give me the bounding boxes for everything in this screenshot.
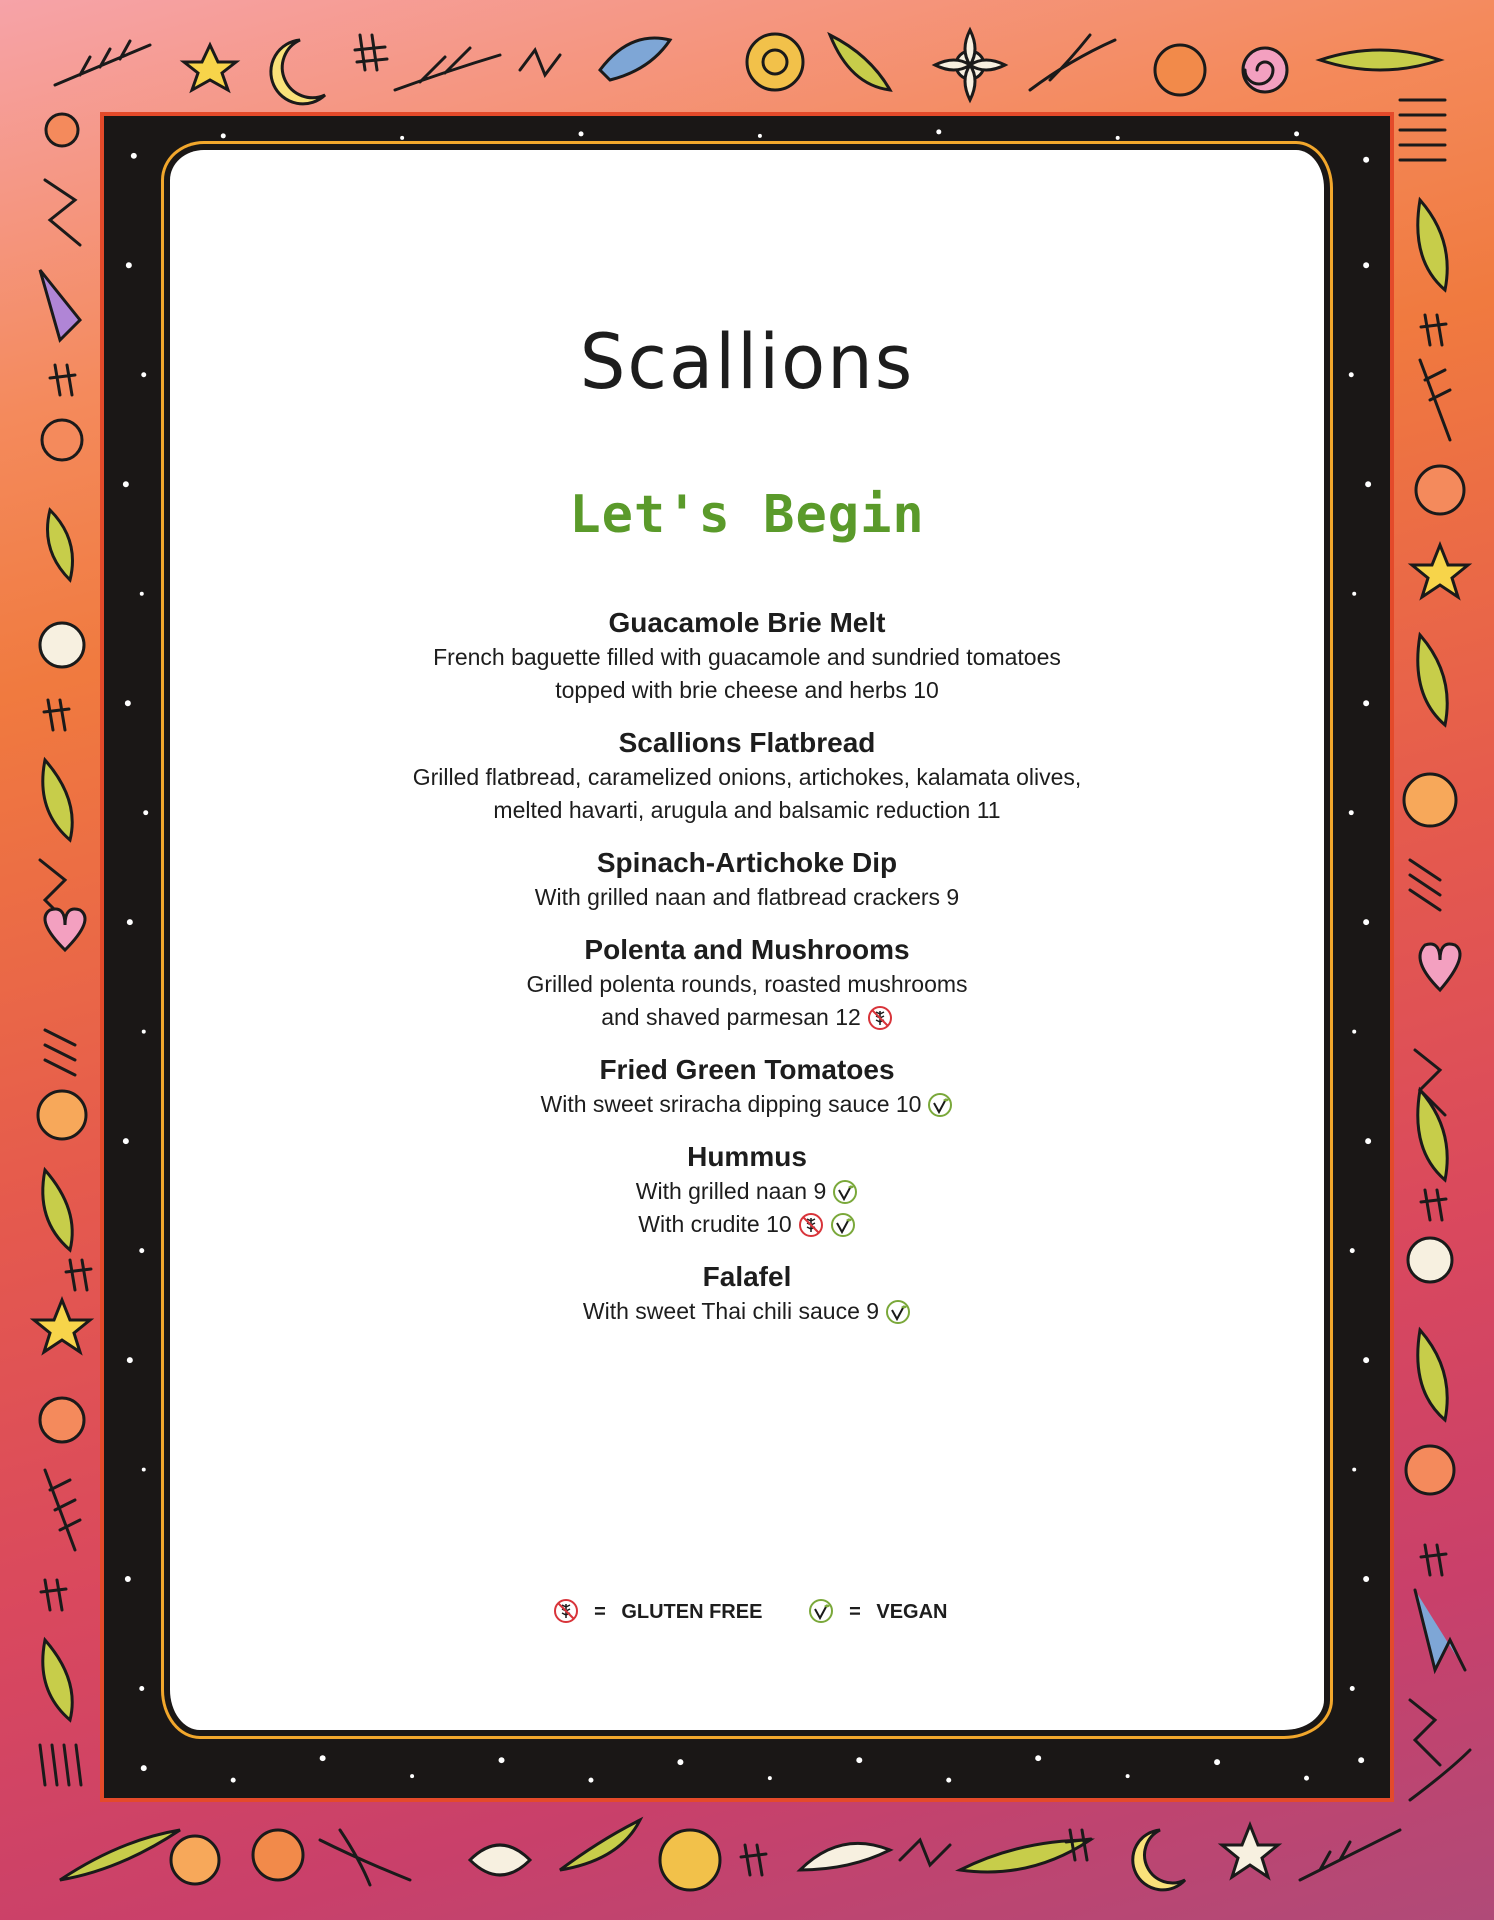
legend-equals: = [594, 1601, 606, 1623]
vegan-label: VEGAN [876, 1601, 948, 1623]
logo-wordmark: Scallions [579, 317, 915, 407]
menu-item-description-text: topped with brie cheese and herbs 10 [555, 677, 939, 703]
gluten-free-icon [798, 1212, 824, 1238]
menu-item-description [170, 1088, 1324, 1121]
vegan-icon [927, 1092, 953, 1118]
menu-item-name: Guacamole Brie Melt [608, 607, 886, 638]
menu-item-description-text: melted havarti, arugula and balsamic reduction 11 [493, 797, 1001, 823]
menu-item [170, 1259, 1324, 1328]
menu-item-name: Hummus [687, 1141, 807, 1172]
menu-items-list [170, 605, 1324, 1346]
vegan-icon [808, 1598, 834, 1624]
gluten-free-label: GLUTEN FREE [621, 1601, 763, 1623]
gluten-free-icon [553, 1598, 579, 1624]
vegan-icon [832, 1179, 858, 1205]
menu-item [170, 932, 1324, 1034]
menu-item-name: Spinach-Artichoke Dip [596, 847, 898, 878]
menu-content [170, 150, 1324, 1730]
menu-item-description-text: Grilled polenta rounds, roasted mushrooms [526, 971, 968, 997]
menu-item-description [170, 881, 1324, 914]
menu-item-description [170, 1208, 1324, 1241]
menu-item-description [170, 761, 1324, 794]
menu-item [170, 845, 1324, 914]
vegan-icon [885, 1299, 911, 1325]
menu-item [170, 725, 1324, 827]
menu-item-description-text: Grilled flatbread, caramelized onions, artichokes, kalamata olives, [412, 764, 1082, 790]
vegan-icon [830, 1212, 856, 1238]
menu-item-description [170, 1175, 1324, 1208]
menu-item-description-text: and shaved parmesan 12 [601, 1004, 861, 1030]
menu-item-description-text: French baguette filled with guacamole and sundried tomatoes [433, 644, 1061, 670]
menu-item-description-text: With grilled naan 9 [635, 1178, 827, 1204]
restaurant-logo [170, 300, 1324, 430]
menu-item-description [170, 968, 1324, 1001]
menu-item-description [170, 1001, 1324, 1034]
menu-item [170, 605, 1324, 707]
section-title: Let's Begin [569, 485, 925, 545]
menu-item-description [170, 1295, 1324, 1328]
legend-equals: = [849, 1601, 861, 1623]
menu-item-name: Fried Green Tomatoes [599, 1054, 895, 1085]
menu-item-description [170, 674, 1324, 707]
menu-item-name: Falafel [702, 1261, 792, 1292]
menu-item-description [170, 794, 1324, 827]
menu-item [170, 1052, 1324, 1121]
menu-item-name: Polenta and Mushrooms [584, 934, 910, 965]
menu-item-name: Scallions Flatbread [618, 727, 876, 758]
menu-item-description [170, 641, 1324, 674]
menu-item-description-text: With grilled naan and flatbread crackers 9 [534, 884, 960, 910]
dietary-legend [170, 1598, 1324, 1624]
menu-item-description-text: With crudite 10 [638, 1211, 792, 1237]
menu-item-description-text: With sweet sriracha dipping sauce 10 [540, 1091, 922, 1117]
gluten-free-icon [867, 1005, 893, 1031]
menu-item-description-text: With sweet Thai chili sauce 9 [582, 1298, 880, 1324]
menu-item [170, 1139, 1324, 1241]
